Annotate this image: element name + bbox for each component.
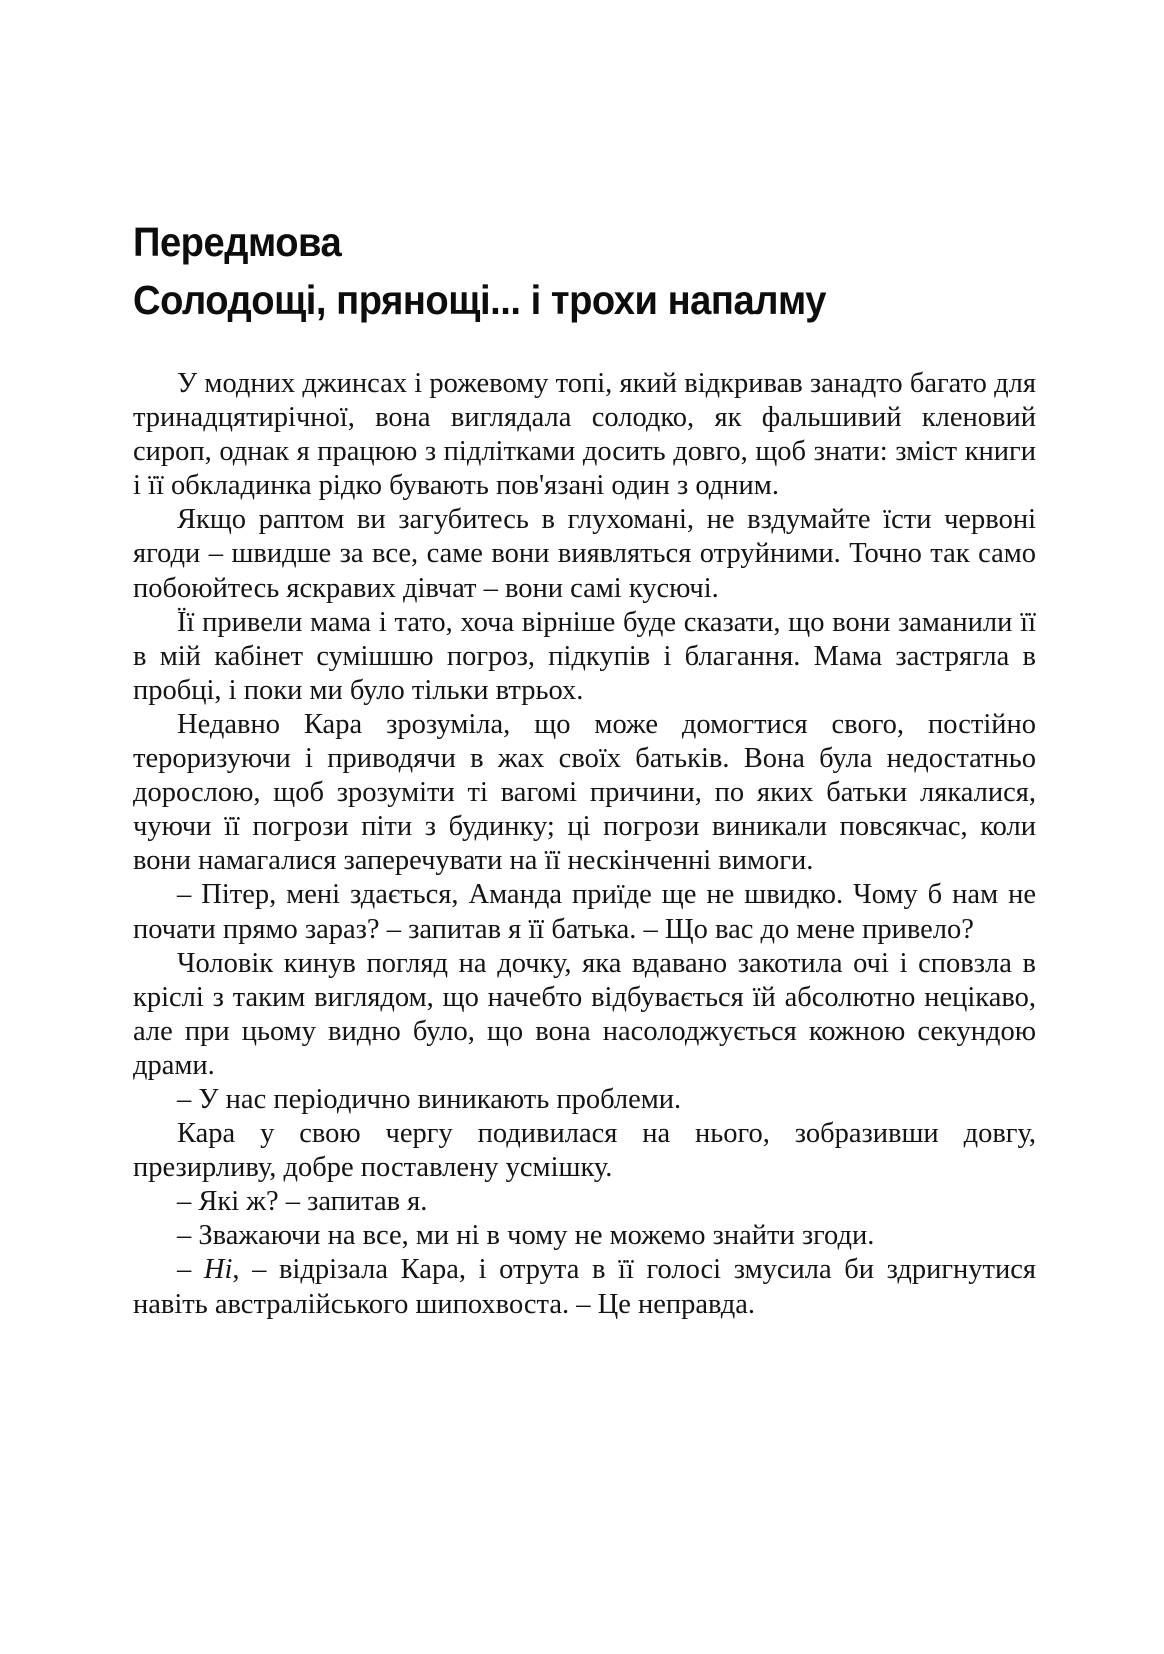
chapter-heading [133,213,970,329]
dialogue-paragraph: – Які ж? – запитав я. [177,1186,428,1218]
dialogue-paragraph: – Зважаючи на все, ми ні в чому не можемо знайти згоди. [177,1220,875,1252]
chapter-subtitle: Солодощі, прянощі... і трохи напалму [133,277,826,323]
dialogue-paragraph: – Пітер, мені здається, Аманда приїде ще не швидко. Чому б нам не почати прямо зараз? – запитав я її батька. – Що вас до мене привело? [133,879,1036,945]
paragraph: Якщо раптом ви загубитесь в глухомані, не вздумайте їсти червоні ягоди – швидше за все, саме вони виявляться отруйними. Точно так само побоюйтесь яскравих дівчат – вони самі кусючі. [133,504,1036,604]
emphasized-word: Ні [203,1254,233,1286]
paragraph: Недавно Кара зрозуміла, що може домогтися свого, постійно тероризуючи і приводячи в жах своїх батьків. Вона була недостатньо дорослою, щоб зрозуміти ті вагомі причини, по яких батьки лякалися, чуючи її погрози піти з будинку; ці погрози виникали повсякчас, коли вони намагалися заперечувати на її нескінченні вимоги. [133,708,1036,877]
dialogue-paragraph [133,1253,1036,1321]
paragraph: Чоловік кинув погляд на дочку, яка вдавано закотила очі і сповзла в кріслі з таким виглядом, що начебто відбувається їй абсолютно нецікаво, але при цьому видно було, що вона насолоджується кожною секундою драми. [133,947,1036,1081]
paragraph: Кара у свою чергу подивилася на нього, зобразивши довгу, презирливу, добре поставлену усмішку. [133,1118,1036,1184]
body-text [133,367,1036,1322]
dialogue-dash: – [177,1254,204,1286]
chapter-title: Передмова [133,219,342,265]
dialogue-text: , – відрізала Кара, і отрута в її голосі змусила би здригнутися навіть австралійського шипохвоста. – Це неправда. [133,1254,1037,1320]
dialogue-paragraph: – У нас періодично виникають проблеми. [177,1083,682,1115]
paragraph: Її привели мама і тато, хоча вірніше буде сказати, що вони заманили її в мій кабінет сумішшю погроз, підкупів і благання. Мама застрягла в пробці, і поки ми було тільки втрьох. [133,606,1036,706]
paragraph: У модних джинсах і рожевому топі, який відкривав занадто багато для тринадцятирічної, вона виглядала солодко, як фальшивий кленовий сироп, однак я працюю з підлітками досить довго, щоб знати: зміст книги і її обкладинка рідко бувають пов'язані один з одним. [133,368,1036,502]
